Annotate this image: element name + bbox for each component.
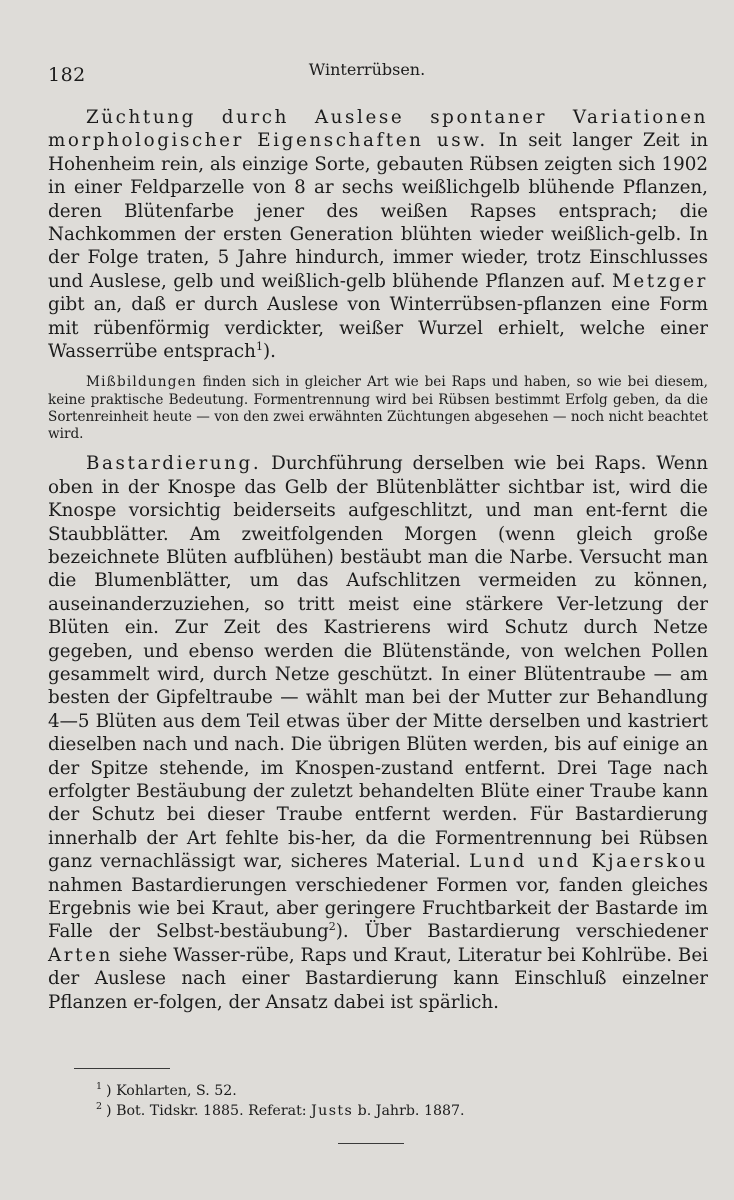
footnote-text: ) Kohlarten, S. 52. (106, 1083, 237, 1099)
author-names: Lund und Kjaerskou (469, 851, 708, 873)
page-header (48, 58, 686, 86)
footnote-text: ) Bot. Tidskr. 1885. Referat: (106, 1103, 312, 1119)
footnote-separator (74, 1068, 170, 1069)
running-title: Winterrübsen. (308, 60, 426, 79)
paragraph-text: ). (262, 341, 276, 363)
footnotes (96, 1081, 465, 1121)
paragraph-text: gibt an, daß er durch Auslese von Winterrübsen-pflanzen eine Form mit rübenförmig verdickter, weißer Wurzel erhielt, welche einer Wasserrübe entsprach (48, 294, 708, 363)
section-heading-auslese: Züchtung durch Auslese spontaner Variationen morphologischer Eigenschaften usw. (48, 107, 708, 152)
footnote-author: Justs (311, 1103, 354, 1119)
paragraph-text: Durchführung derselben wie bei Raps. Wenn oben in der Knospe das Gelb der Blütenblätter sichtbar ist, wird die Knospe vorsichtig beiderseits aufgeschlitzt, und man ent-fernt die Staubblätter. Am zweitfolgenden Morgen (wenn gleich große bezeichnete Blüten aufblühen) bestäubt man die Narbe. Versucht man die Blumenblätter, um das Aufschlitzen vermeiden zu können, auseinanderzuziehen, so tritt meist eine stärkere Ver-letzung der Blüten ein. Zur Zeit des Kastrierens wird Schutz durch Netze gegeben, und ebenso werden die Blütenstände, von welchen Pollen gesammelt wird, durch Netze geschützt. In einer Blütentraube — am besten der Gipfeltraube — wählt man bei der Mutter zur Behandlung 4—5 Blüten aus dem Teil etwas über der Mitte derselben und kastriert dieselben nach und nach. Die übrigen Blüten werden, bis auf einige an der Spitze stehende, im Knospen-zustand entfernt. Drei Tage nach erfolgter Bestäubung der zuletzt behandelten Blüte einer Traube kann der Schutz bei dieser Traube entfernt werden. Für Bastardierung innerhalb der Art fehlte bis-her, da die Formentrennung bei Rübsen ganz vernachlässigt war, sicheres Material. (48, 453, 708, 873)
footnote-text: b. Jahrb. 1887. (353, 1103, 465, 1119)
paragraph-bastardierung (48, 452, 708, 1014)
footnote-mark: 1 (96, 1081, 103, 1093)
footnote-1 (96, 1081, 465, 1101)
emphasis-arten: Arten (48, 944, 113, 966)
paragraph-text: In seit langer Zeit in Hohenheim rein, als einzige Sorte, gebauten Rübsen zeigten sich 1902 in einer Feldparzelle von 8 ar sechs weißlichgelb blühende Pflanzen, deren Blütenfarbe jener des weißen Rapses entsprach; die Nachkommen der ersten Generation blühten wieder weißlich-gelb. In der Folge traten, 5 Jahre hindurch, immer wieder, trotz Einschlusses und Auslese, gelb und weißlich-gelb blühende Pflanzen auf. (48, 130, 708, 292)
footnote-ref: 2 (328, 920, 336, 934)
small-print-lead: Mißbildungen (86, 374, 197, 391)
section-heading-bastardierung: Bastardierung. (86, 453, 262, 475)
footnote-2 (96, 1101, 465, 1121)
paragraph-text: nahmen Bastardierungen verschiedener Formen vor, fanden gleiches Ergebnis wie bei Kraut, aber geringere Fruchtbarkeit der Bastarde im Falle der Selbst-bestäubung (48, 874, 708, 943)
footnote-mark: 2 (96, 1101, 103, 1113)
author-name: Metzger (612, 270, 708, 292)
paragraph-auslese (48, 106, 708, 363)
small-print-paragraph (48, 374, 708, 443)
bottom-rule (338, 1143, 404, 1144)
footnote-ref: 1 (255, 339, 263, 353)
paragraph-text: siehe Wasser-rübe, Raps und Kraut, Literatur bei Kohlrübe. Bei der Auslese nach einer Bastardierung kann Einschluß einzelner Pflanzen er-folgen, der Ansatz dabei ist spärlich. (48, 944, 708, 1013)
small-print-text: finden sich in gleicher Art wie bei Raps und haben, so wie bei diesem, keine praktische Bedeutung. Formentrennung wird bei Rübsen bestimmt Erfolg geben, da die Sortenreinheit heute — von den zwei erwähnten Züchtungen abgesehen — noch nicht beachtet wird. (48, 374, 708, 443)
page-number: 182 (48, 64, 86, 86)
paragraph-text: ). Über Bastardierung verschiedener (335, 921, 708, 943)
body-text (48, 106, 708, 1014)
